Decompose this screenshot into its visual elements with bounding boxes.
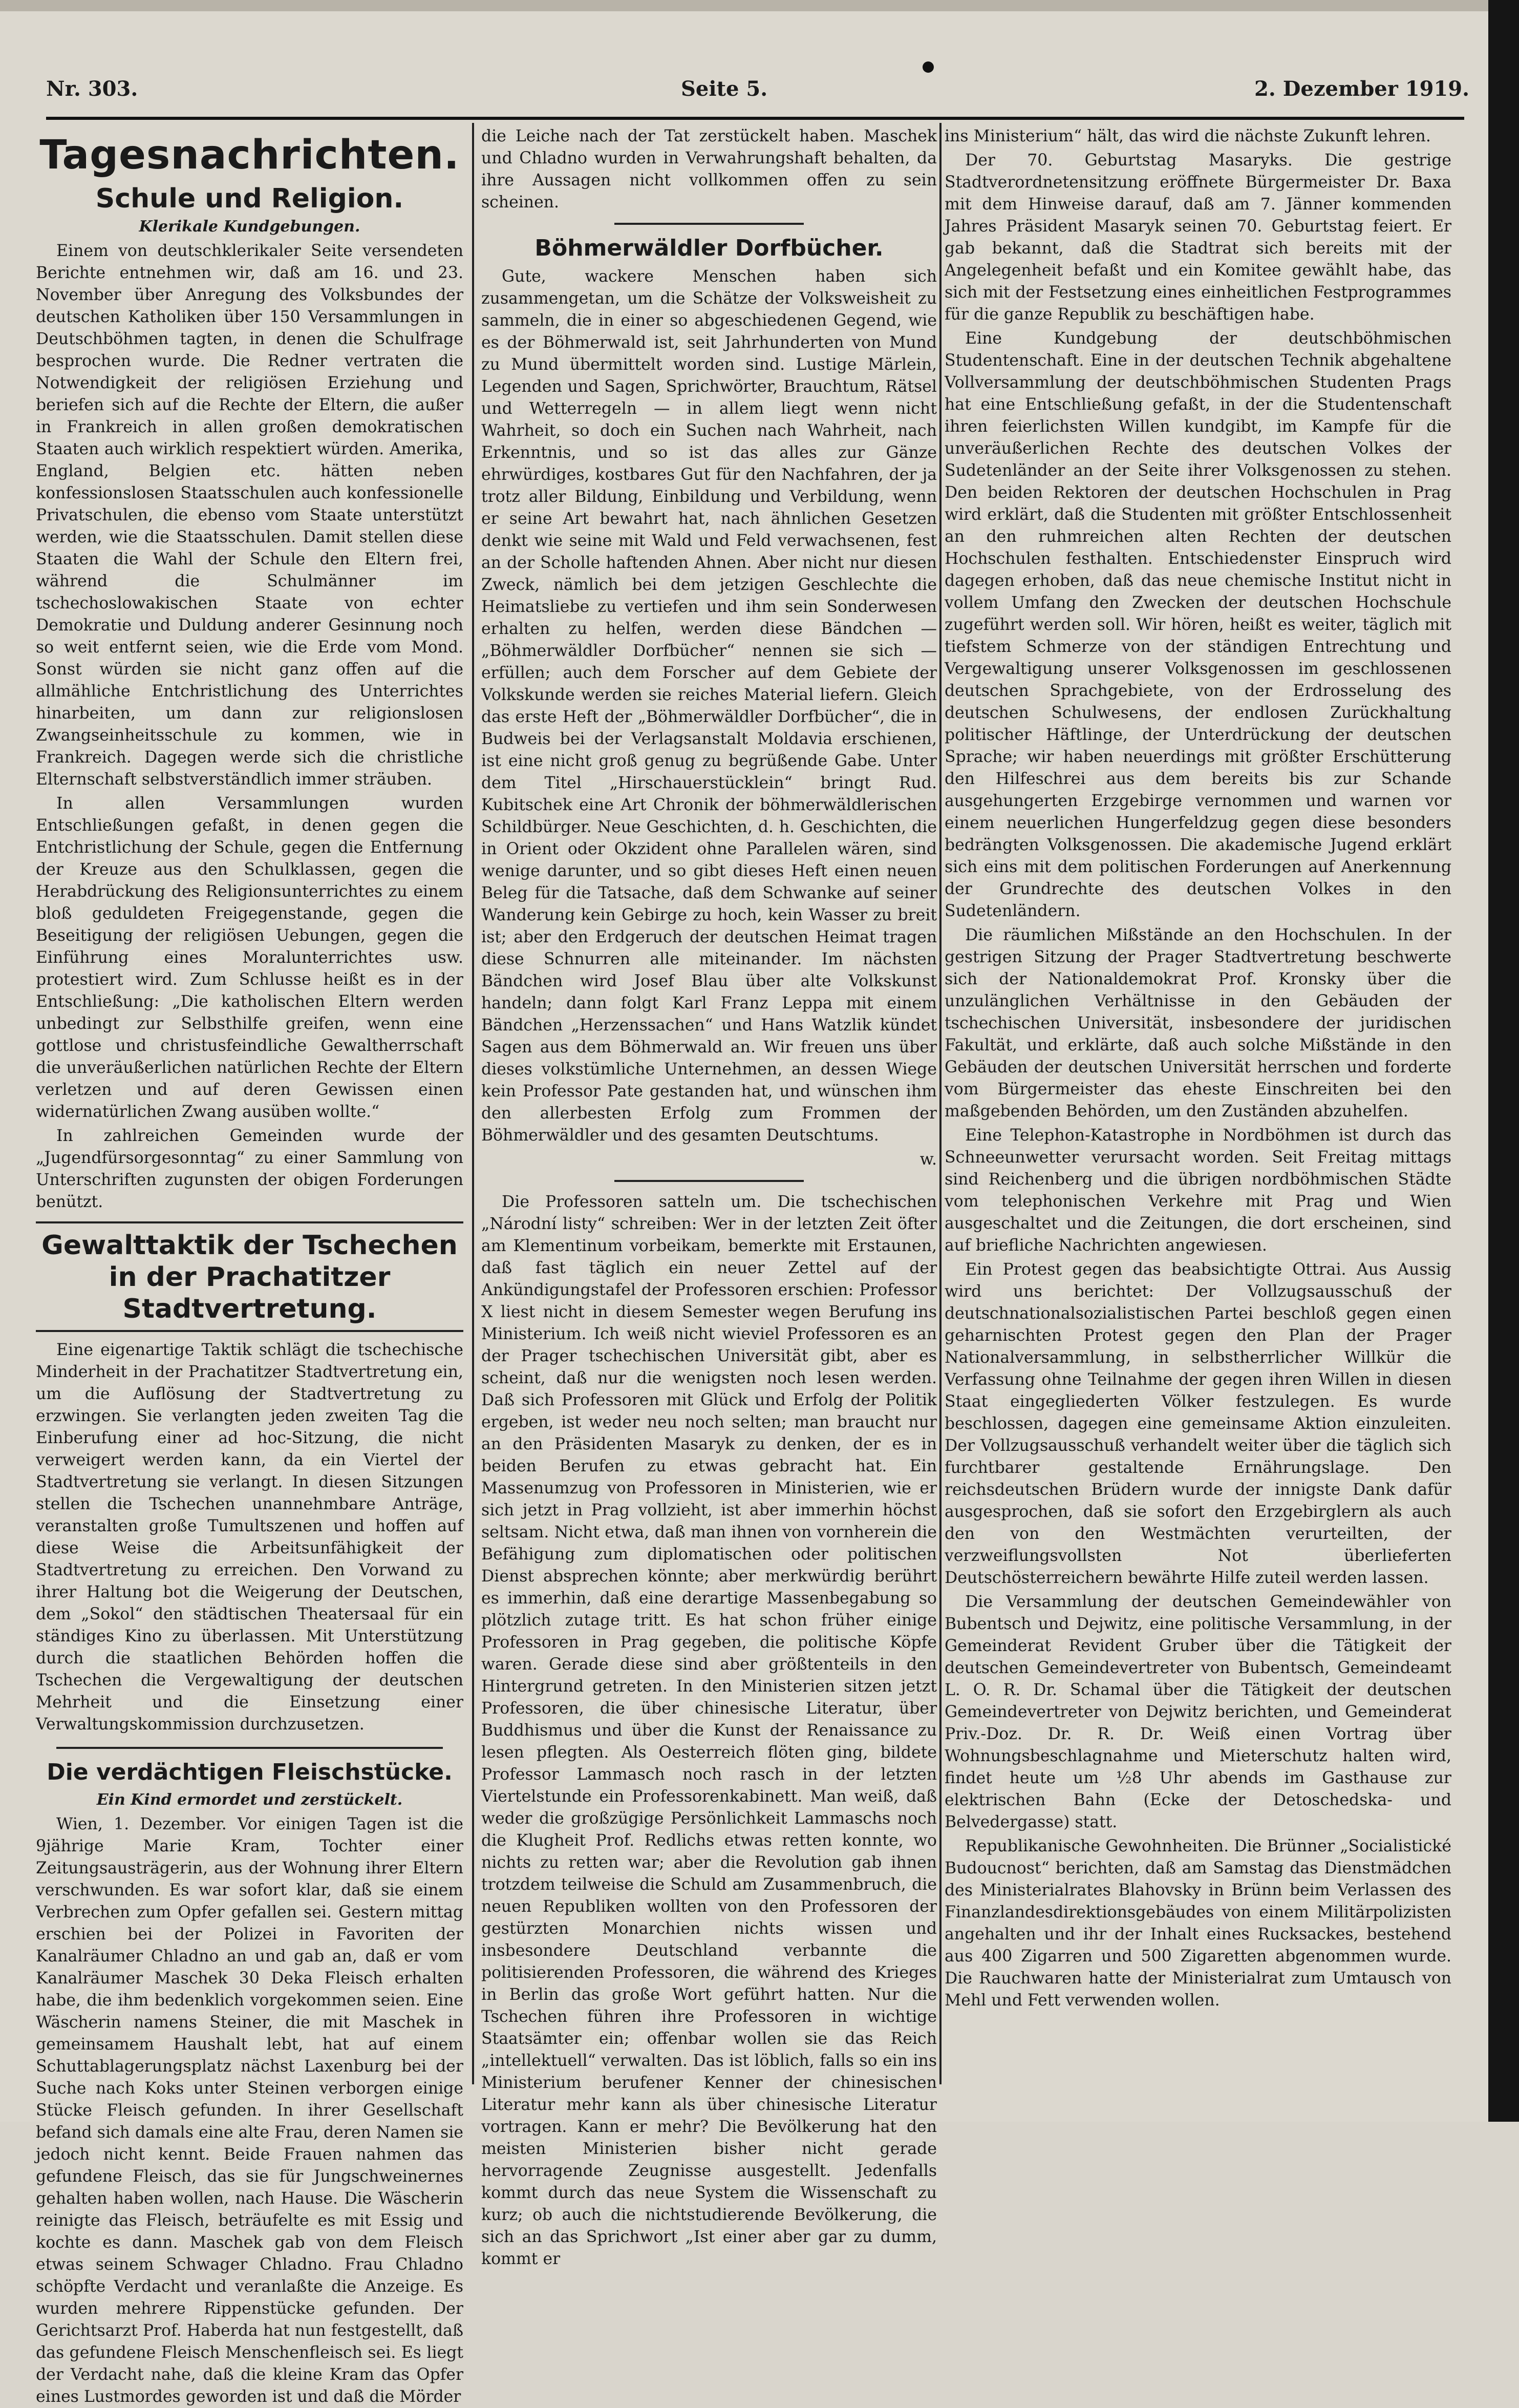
ink-blot (923, 61, 934, 73)
column-2 (481, 125, 937, 2268)
column-3 (945, 125, 1451, 2082)
column-divider-1 (472, 123, 474, 2084)
separator (614, 223, 804, 225)
paragraph: Der 70. Geburtstag Masaryks. Die gestrige Stadtverordnetensitzung eröffnete Bürgermeister Dr. Baxa mit dem Hinweise darauf, daß am 7. Jänner kommenden Jahres Präsident Masaryk seinen 70. Geburtstag feiert. Er gab bekannt, daß die Stadtrat sich bereits mit der Angelegenheit befaßt und ein Komitee gewählt habe, das sich mit der Festsetzung eines einheitlichen Festprogrammes für die ganze Republik zu beschäftigen habe. (945, 151, 1451, 324)
paragraph: Ein Protest gegen das beabsichtigte Ottrai. Aus Aussig wird uns berichtet: Der Vollzugsausschuß der deutschnationalsozialistischen Partei beschloß gegen einen geharnischten Protest gegen den Plan der Prager Nationalversammlung, in selbstherrlicher Willkür die Verfassung ohne Teilnahme der gegen ihren Willen in diesen Staat eingegliederten Völker festzulegen. Es wurde beschlossen, dagegen eine gemeinsame Aktion einzuleiten. Der Vollzugsausschuß verhandelt weiter über die täglich sich furchtbarer gestaltende Ernährungslage. Den reichsdeutschen Brüdern wurde der innigste Dank dafür ausgesprochen, daß sie sofort den Erzgebirglern als auch den von den Westmächten verurteilten, der verzweiflungsvollsten Not überlieferten Deutschösterreichern bewährte Hilfe zuteil werden lassen. (945, 1260, 1451, 1587)
scan-right-edge (1488, 0, 1519, 2122)
paragraph: Wien, 1. Dezember. Vor einigen Tagen ist die 9jährige Marie Kram, Tochter einer Zeitungsausträgerin, aus der Wohnung ihrer Eltern verschwunden. Es war sofort klar, daß sie einem Verbrechen zum Opfer gefallen sei. Gestern mittag erschien bei der Polizei in Favoriten der Kanalräumer Chladno an und gab an, daß er vom Kanalräumer Maschek 30 Deka Fleisch erhalten habe, die ihm bedenklich vorgekommen seien. Eine Wäscherin namens Steiner, die mit Maschek in gemeinsamem Haushalt lebt, hat auf einem Schuttablagerungsplatz nächst Laxenburg bei der Suche nach Koks unter Steinen verborgen einige Stücke Fleisch gefunden. In ihrer Gesellschaft befand sich damals eine alte Frau, deren Namen sie jedoch nicht kennt. Beide Frauen nahmen das gefundene Fleisch, das sie für Jungschweinernes gehalten haben wollen, nach Hause. Die Wäscherin reinigte das Fleisch, beträufelte es mit Essig und kochte es dann. Maschek gab von dem Fleisch etwas seinem Schwager Chladno. Frau Chladno schöpfte Verdacht und veranlaßte die Anzeige. Es wurden mehrere Rippenstücke gefunden. Der Gerichtsarzt Prof. Haberda hat nun festgestellt, daß das gefundene Fleisch Menschenfleisch sei. Es liegt der Verdacht nahe, daß die kleine Kram das Opfer eines Lustmordes geworden ist und daß die Mörder (36, 1815, 463, 2406)
paragraph: In zahlreichen Gemeinden wurde der „Jugendfürsorgesonntag“ zu einer Sammlung von Unterschriften zugunsten der obigen Forderungen benützt. (36, 1127, 463, 1211)
article-title-dorfbuecher: Böhmerwäldler Dorfbücher. (534, 235, 884, 261)
column-divider-2 (939, 123, 942, 2084)
article-title-gewalttaktik: Gewalttaktik der Tschechen in der Prachatitzer Stadtvertretung. (41, 1230, 458, 1324)
paragraph: Eine eigenartige Taktik schlägt die tschechische Minderheit in der Prachatitzer Stadtvertretung ein, um die Auflösung der Stadtvertretung zu erzwingen. Sie verlangten jeden zweiten Tag die Einberufung einer ad hoc-Sitzung, die nicht verweigert werden kann, da ein Viertel der Stadtvertretung sie verlangt. In diesen Sitzungen stellen die Tschechen unannehmbare Anträge, veranstalten große Tumultszenen und hoffen auf diese Weise die Arbeitsunfähigkeit der Stadtvertretung zu erreichen. Den Vorwand zu ihrer Haltung bot die Weigerung der Deutschen, dem „Sokol“ den städtischen Theatersaal für ein ständiges Kino zu überlassen. Mit Unterstützung durch die staatlichen Behörden hoffen die Tschechen die Vergewaltigung der deutschen Mehrheit und die Einsetzung einer Verwaltungskommission durchzusetzen. (36, 1341, 463, 1734)
article-title-fleisch: Die verdächtigen Fleischstücke. (47, 1759, 453, 1785)
paragraph: Die räumlichen Mißstände an den Hochschulen. In der gestrigen Sitzung der Prager Stadtvertretung beschwerte sich der Nationaldemokrat Prof. Kronsky über die unzulänglichen Verhältnisse in den Gebäuden der tschechischen Universität, insbesondere der juridischen Fakultät, und erklärte, daß auch solche Mißstände in den Gebäuden der deutschen Universität herrschen und forderte vom Bürgermeister das eheste Einschreiten bei den maßgebenden Behörden, um den Zuständen abzuhelfen. (945, 926, 1451, 1121)
issue-number: Nr. 303. (46, 77, 138, 101)
article-title-box (36, 1221, 463, 1332)
article-subtitle-fleisch: Ein Kind ermordet und zerstückelt. (96, 1791, 403, 1809)
article-title-schule: Schule und Religion. (95, 183, 404, 214)
column-1 (36, 125, 463, 2406)
signature: w. (919, 1150, 937, 1169)
paragraph: In allen Versammlungen wurden Entschließungen gefaßt, in denen gegen die Entchristlichung der Schule, gegen die Entfernung der Kreuze aus den Schulklassen, gegen die Herabdrückung des Religionsunterrichtes zu einem bloß geduldeten Freigegenstande, gegen die Beseitigung der religiösen Uebungen, gegen die Einführung eines Moralunterrichtes usw. protestiert wird. Zum Schlusse heißt es in der Entschließung: „Die katholischen Eltern werden unbedingt zur Selbsthilfe greifen, wenn eine gottlose und christusfeindliche Gewaltherrschaft die unveräußerlichen natürlichen Rechte der Eltern verletzen und auf deren Gewissen einen widernatürlichen Zwang ausüben wollte.“ (36, 794, 463, 1121)
paragraph: Eine Kundgebung der deutschböhmischen Studentenschaft. Eine in der deutschen Technik abgehaltene Vollversammlung der deutschböhmischen Studenten Prags hat eine Entschließung gefaßt, in der die Studentenschaft ihren feierlichsten Willen kundgibt, im Kampfe für die unveräußerlichen Rechte des deutschen Volkes der Sudetenländer an der Seite ihrer Volksgenossen zu stehen. Den beiden Rektoren der deutschen Hochschulen in Prag wird erklärt, daß die Studenten mit größter Entschlossenheit an den ruhmreichen alten Rechten der deutschen Hochschulen festhalten. Entschiedenster Einspruch wird dagegen erhoben, daß das neue chemische Institut nicht in vollem Umfang den Zwecken der deutschen Hochschule zugeführt werden soll. Wir hören, heißt es weiter, täglich mit tiefstem Schmerze von der ständigen Entrechtung und Vergewaltigung unserer Volksgenossen im geschlossenen deutschen Sprachgebiete, von der Erdrosselung des deutschen Schulwesens, der endlosen Zurückhaltung politischer Häftlinge, der Unterdrückung der deutschen Sprache; wir haben neuerdings mit größter Erschütterung den Hilfeschrei aus dem bereits bis zur Schande ausgehungerten Erzgebirge vernommen und warnen vor einem neuerlichen Hungerfeldzug gegen diese besonders bedrängten Volksgenossen. Die akademische Jugend erklärt sich eins mit dem politischen Forderungen auf Anerkennung der Grundrechte des deutschen Volkes in den Sudetenländern. (945, 329, 1451, 920)
paragraph: Republikanische Gewohnheiten. Die Brünner „Socialistické Budoucnost“ berichten, daß am Samstag das Dienstmädchen des Ministerialrates Blahovsky in Brünn beim Verlassen des Finanzlandesdirektionsgebäudes von einem Militärpolizisten angehalten und ihr der Inhalt eines Rucksackes, bestehend aus 400 Zigarren und 500 Zigaretten abgenommen wurde. Die Rauchwaren hatte der Ministerialrat zum Umtausch von Mehl und Fett verwenden wollen. (945, 1837, 1451, 2010)
paragraph-continuation: ins Ministerium“ hält, das wird die nächste Zukunft lehren. (945, 127, 1431, 145)
paragraph-continuation: die Leiche nach der Tat zerstückelt haben. Maschek und Chladno wurden in Verwahrungshaft behalten, da ihre Aussagen nicht vollkommen offen zu sein scheinen. (481, 127, 937, 212)
separator (614, 1180, 804, 1182)
paragraph: Gute, wackere Menschen haben sich zusammengetan, um die Schätze der Volksweisheit zu sammeln, die in einer so abgeschiedenen Gegend, wie es der Böhmerwald ist, seit Jahrhunderten von Mund zu Mund übermittelt worden sind. Lustige Märlein, Legenden und Sagen, Sprichwörter, Brauchtum, Rätsel und Wetterregeln — in allem liegt wenn nicht Wahrheit, so doch ein Suchen nach Wahrheit, nach Erkenntnis, und so ist das alles zur Gänze ehrwürdiges, kostbares Gut für den Nachfahren, der ja trotz aller Bildung, Einbildung und Verbildung, wenn er seine Art bewahrt hat, nach ähnlichen Gesetzen denkt wie seine mit Wald und Feld verwachsenen, fest an der Scholle haftenden Ahnen. Aber nicht nur diesen Zweck, nämlich bei dem jetzigen Geschlechte die Heimatsliebe zu vertiefen und ihm sein Sonderwesen erhalten zu helfen, werden diese Bändchen — „Böhmerwäldler Dorfbücher“ nennen sie sich — erfüllen; auch dem Forscher auf dem Gebiete der Volkskunde werden sie reiches Material liefern. Gleich das erste Heft der „Böhmerwäldler Dorfbücher“, die in Budweis bei der Verlagsanstalt Moldavia erschienen, ist eine nicht groß genug zu begrüßende Gabe. Unter dem Titel „Hirschauerstücklein“ bringt Rud. Kubitschek eine Art Chronik der böhmerwäldlerischen Schildbürger. Neue Geschichten, d. h. Geschichten, die in Orient oder Okzident ohne Parallelen wären, sind wenige darunter, und so gibt dieses Heft einen neuen Beleg für die Tatsache, daß dem Schwanke auf seiner Wanderung kein Gebirge zu hoch, kein Wasser zu breit ist; aber den Erdgeruch der deutschen Heimat tragen diese Schnurren alle miteinander. Im nächsten Bändchen wird Josef Blau über alte Volkskunst handeln; dann folgt Karl Franz Leppa mit einem Bändchen „Herzenssachen“ und Hans Watzlik kündet Sagen aus dem Böhmerwald an. Wir freuen uns über dieses volkstümliche Unternehmen, an dessen Wiege kein Professor Pate gestanden hat, und wünschen ihm den allerbesten Erfolg zum Frommen der Böhmerwäldler und des gesamten Deutschtums. (481, 267, 937, 1145)
scan-top-edge (0, 0, 1519, 11)
page-header (46, 72, 1469, 118)
article-subtitle-schule: Klerikale Kundgebungen. (139, 218, 360, 236)
issue-date: 2. Dezember 1919. (1254, 77, 1469, 101)
separator (56, 1747, 443, 1749)
paragraph: Eine Telephon-Katastrophe in Nordböhmen ist durch das Schneeunwetter verursacht worden. Seit Freitag mittags sind Reichenberg und die übrigen nordböhmischen Städte vom telephonischen Verkehre mit Prag und Wien ausgeschaltet und die Zeitungen, die dort erscheinen, sind auf briefliche Nachrichten angewiesen. (945, 1126, 1451, 1255)
header-rule (46, 117, 1464, 120)
page-number: Seite 5. (681, 77, 768, 101)
paragraph: Die Versammlung der deutschen Gemeindewähler von Bubentsch und Dejwitz, eine politische Versammlung, in der Gemeinderat Revident Gruber über die Tätigkeit der deutschen Gemeindevertreter von Bubentsch, Gemeindeamt L. O. R. Dr. Schamal über die Tätigkeit der deutschen Gemeindevertreter von Dejwitz berichten, und Gemeinderat Priv.-Doz. Dr. R. Dr. Weiß einen Vortrag über Wohnungsbeschlagnahme und Mieterschutz halten wird, findet heute um ½8 Uhr abends im Gasthause zur elektrischen Bahn (Ecke der Detoschedska- und Belvedergasse) statt. (945, 1593, 1451, 1831)
paragraph: Einem von deutschklerikaler Seite versendeten Berichte entnehmen wir, daß am 16. und 23. November über Anregung des Volksbundes der deutschen Katholiken über 150 Versammlungen in Deutschböhmen tagten, in denen die Schulfrage besprochen wurde. Die Redner vertraten die Notwendigkeit der religiösen Erziehung und beriefen sich auf die Rechte der Eltern, die außer in Frankreich in allen großen demokratischen Staaten auch wirklich respektiert würden. Amerika, England, Belgien etc. hätten neben konfessionslosen Staatsschulen auch konfessionelle Privatschulen, die ebenso vom Staate unterstützt werden, wie die Staatsschulen. Damit stellen diese Staaten die Wahl der Schule den Eltern frei, während die Schulmänner im tschechoslowakischen Staate von echter Demokratie und Duldung anderer Gesinnung noch so weit entfernt seien, wie die Erde vom Mond. Sonst würden sie nicht ganz offen auf die allmähliche Entchristlichung des Unterrichtes hinarbeiten, um dann zur religionslosen Zwangseinheitsschule zu kommen, wie in Frankreich. Dagegen werde sich die christliche Elternschaft selbstverständlich immer sträuben. (36, 242, 463, 789)
paragraph: Die Professoren satteln um. Die tschechischen „Národní listy“ schreiben: Wer in der letzten Zeit öfter am Klementinum vorbeikam, bemerkte mit Erstaunen, daß fast täglich ein neuer Zettel auf der Ankündigungstafel der Professoren erschien: Professor X liest nicht in diesem Semester wegen Berufung ins Ministerium. Ich weiß nicht wieviel Professoren es an der Prager tschechischen Universität gibt, aber es scheint, daß nur die wenigsten noch lesen werden. Daß sich Professoren mit Glück und Erfolg der Politik ergeben, ist weder neu noch selten; man braucht nur an den Präsidenten Masaryk zu denken, der es in beiden Berufen zu etwas gebracht hat. Ein Massenumzug von Professoren in Ministerien, wie er sich jetzt in Prag vollzieht, ist aber immerhin höchst seltsam. Nicht etwa, daß man ihnen von vornherein die Befähigung zum diplomatischen oder politischen Dienst absprechen könnte; aber merkwürdig berührt es immerhin, daß eine derartige Massenbegabung so plötzlich zutage tritt. Es hat schon früher einige Professoren in Prag gegeben, die politische Köpfe waren. Gerade diese sind aber größtenteils in den Hintergrund getreten. In den Ministerien sitzen jetzt Professoren, die über chinesische Literatur, über Buddhismus und über die Kunst der Renaissance zu lesen pflegten. Als Oesterreich flöten ging, bildete Professor Lammasch noch rasch in der letzten Viertelstunde ein Professorenkabinett. Man weiß, daß weder die großzügige Persönlichkeit Lammaschs noch die Klugheit Prof. Redlichs etwas retten konnte, wo nichts zu retten war; aber die Revolution gab ihnen trotzdem teilweise die Schuld am Zusammenbruch, die neuen Republiken wollten von den Professoren der gestürzten Monarchien nichts wissen und insbesondere Deutschland verbannte die politisierenden Professoren, die während des Krieges in Berlin das große Wort geführt hatten. Nur die Tschechen führen ihre Professoren in wichtige Staatsämter ein; offenbar wollen sie das Reich „intellektuell“ verwalten. Das ist löblich, falls so ein ins Ministerium berufener Kenner der chinesischen Literatur mehr kann als über chinesische Literatur vortragen. Kann er mehr? Die Bevölkerung hat den meisten Ministerien bisher nicht gerade hervorragende Zeugnisse ausgestellt. Jedenfalls kommt durch das neue System die Wissenschaft zu kurz; ob auch die nichtstudierende Bevölkerung, die sich an das Sprichwort „Ist einer aber gar zu dumm, kommt er (481, 1193, 937, 2268)
section-masthead: Tagesnachrichten. (39, 132, 460, 178)
